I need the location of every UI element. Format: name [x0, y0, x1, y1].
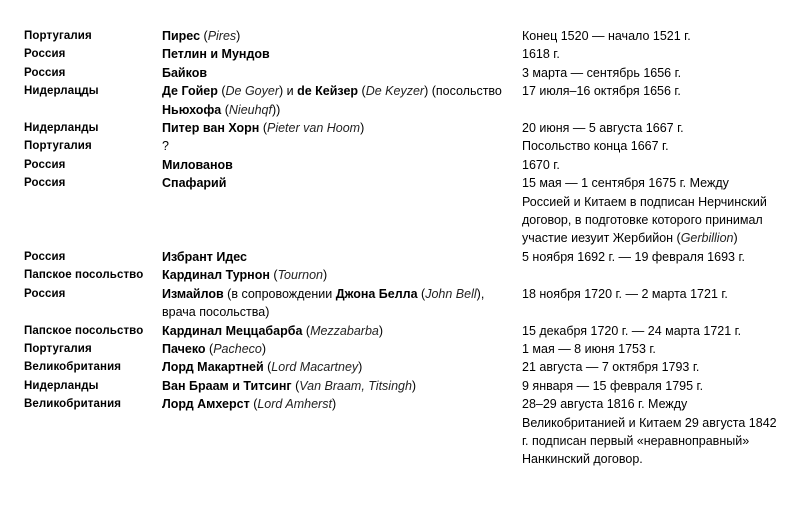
name-bold: Лорд Амхерст [162, 397, 250, 412]
text-run: ( [263, 360, 272, 375]
date-cell: Посольство конца 1667 г. [522, 139, 669, 154]
embassy-cell [162, 45, 519, 63]
country-cell: Нидерланды [24, 122, 99, 135]
name-bold: Лорд Макартней [162, 360, 264, 375]
text-run: ), врача посольства) [162, 286, 485, 320]
name-bold: Измайлов [162, 286, 224, 301]
name-bold: Байков [162, 65, 208, 80]
date-cell: 15 декабря 1720 г. — 24 марта 1721 г. [522, 323, 742, 338]
latin-name: Tournon [277, 268, 323, 283]
latin-name: Lord Macartney [271, 360, 359, 375]
table-row [24, 377, 780, 395]
text-run: ( [221, 102, 229, 117]
date-cell [519, 174, 780, 248]
embassy-cell [162, 395, 519, 469]
name-bold: Пачеко [162, 341, 206, 356]
embassy-cell [162, 174, 519, 248]
table-row [24, 266, 780, 284]
text-run: ( [302, 323, 311, 338]
country-cell: Португалия [24, 30, 92, 42]
name-bold: Петлин и Мундов [162, 47, 270, 62]
embassy-cell [162, 248, 519, 266]
latin-name: De Goyer [225, 84, 279, 99]
table-row [24, 156, 780, 174]
table-row [24, 45, 780, 63]
name-bold: Спафарий [162, 176, 227, 191]
text-run: ) [236, 29, 241, 43]
date-cell: 5 ноября 1692 г. — 19 февраля 1693 г. [522, 249, 745, 264]
name-bold: Де Гойер [162, 84, 218, 99]
text-run: ( [200, 29, 208, 43]
embassies-table-body [24, 27, 780, 469]
date-cell: 21 августа — 7 октября 1793 г. [522, 360, 700, 375]
table-row [24, 27, 780, 45]
table-row [24, 248, 780, 266]
text-run: ) [358, 360, 363, 375]
embassy-cell [162, 137, 519, 155]
latin-name: Pacheco [213, 341, 262, 356]
text-run: ( [358, 84, 366, 99]
name-bold: Кардинал Турнон [162, 268, 270, 283]
country-cell: Нидерлацды [24, 85, 99, 98]
embassy-cell [162, 322, 519, 340]
embassies-table [24, 27, 780, 469]
table-row [24, 64, 780, 82]
text-run: ) [411, 378, 417, 393]
text-run: ? [162, 139, 169, 154]
text-run: ) [322, 268, 328, 283]
embassy-cell [162, 27, 519, 45]
latin-name: Nieuhqf [228, 102, 272, 117]
table-row [24, 358, 780, 376]
text-run: 15 мая — 1 сентября 1675 г. Между Россией и Китаем в подписан Нерчинский договор, в подготовке которого принимал участие иезуит Жербийон ( [522, 176, 767, 246]
table-row [24, 322, 780, 340]
text-run: ) [733, 231, 738, 246]
name-bold: Джона Белла [335, 286, 418, 301]
embassy-cell [162, 266, 519, 284]
name-bold: Ван Браам и Титсинг [162, 378, 292, 393]
country-cell: Португалия [24, 140, 92, 153]
embassy-cell [162, 377, 519, 395]
latin-name: Van Braam, Titsingh [299, 378, 412, 393]
latin-name: Lord Amherst [257, 397, 332, 412]
name-bold: Избрант Идес [162, 249, 247, 264]
name-bold: de Кейзер [297, 84, 359, 99]
country-cell: Россия [24, 66, 66, 79]
country-cell: Португалия [24, 342, 92, 355]
latin-name: Pires [207, 29, 237, 43]
table-row [24, 137, 780, 155]
date-cell: 1 мая — 8 июня 1753 г. [522, 341, 656, 356]
latin-name: John Bell [425, 286, 477, 301]
text-run: ) [261, 341, 267, 356]
text-run: ( [417, 286, 426, 301]
latin-name: Pieter van Hoom [266, 121, 361, 136]
text-run: (в сопровождении [223, 286, 336, 301]
text-run: ( [205, 341, 214, 356]
embassy-cell [162, 285, 519, 322]
embassy-cell [162, 119, 519, 137]
latin-name: Mezzabarba [310, 323, 379, 338]
embassy-cell [162, 82, 519, 119]
embassy-cell [162, 358, 519, 376]
text-run: ) [360, 121, 365, 136]
date-cell [519, 266, 780, 284]
date-cell: 28–29 августа 1816 г. Между Великобританией и Китаем 29 августа 1842 г. подписан первый «неравноправный» Нанкинский договор. [522, 397, 777, 467]
text-run: )) [271, 102, 281, 117]
country-cell: Россия [24, 250, 66, 263]
date-cell: 3 марта — сентябрь 1656 г. [522, 65, 682, 80]
embassy-cell [162, 64, 519, 82]
text-run: ) [378, 323, 384, 338]
date-cell: 17 июля–16 октября 1656 г. [522, 84, 681, 99]
table-row [24, 174, 780, 248]
table-row [24, 285, 780, 322]
text-run: ) и [279, 84, 298, 99]
text-run: ( [217, 84, 226, 99]
latin-name: De Keyzer [365, 84, 425, 99]
text-run: ( [269, 268, 278, 283]
embassy-cell [162, 340, 519, 358]
date-cell: 9 января — 15 февраля 1795 г. [522, 378, 704, 393]
embassy-cell [162, 156, 519, 174]
name-bold: Питер ван Хорн [162, 121, 260, 136]
text-run: ( [249, 397, 258, 412]
date-cell: Конец 1520 — начало 1521 г. [522, 29, 691, 43]
table-row [24, 395, 780, 469]
table-row [24, 340, 780, 358]
date-cell: 18 ноября 1720 г. — 2 марта 1721 г. [522, 286, 728, 301]
country-cell: Россия [24, 287, 66, 300]
date-cell: 1618 г. [522, 47, 560, 62]
country-cell: Папское посольство [24, 269, 144, 282]
name-bold: Пирес [162, 29, 201, 43]
name-bold: Милованов [162, 157, 233, 172]
text-run: ( [291, 378, 300, 393]
country-cell: Россия [24, 48, 66, 61]
latin-name: Gerbillion [680, 231, 734, 246]
country-cell: Великобритания [24, 398, 122, 411]
country-cell: Нидерланды [24, 379, 99, 392]
date-cell: 1670 г. [522, 157, 560, 172]
country-cell: Великобритания [24, 361, 122, 374]
country-cell: Россия [24, 158, 66, 171]
table-row [24, 119, 780, 137]
country-cell: Россия [24, 177, 66, 190]
name-bold: Кардинал Меццабарба [162, 323, 303, 338]
text-run: ) [331, 397, 337, 412]
text-run: ( [259, 121, 267, 136]
date-cell: 20 июня — 5 августа 1667 г. [522, 121, 684, 136]
name-bold: Ньюхофа [162, 102, 222, 117]
country-cell: Папское посольство [24, 324, 144, 337]
table-row [24, 82, 780, 119]
text-run: ) (посольство [424, 84, 502, 99]
